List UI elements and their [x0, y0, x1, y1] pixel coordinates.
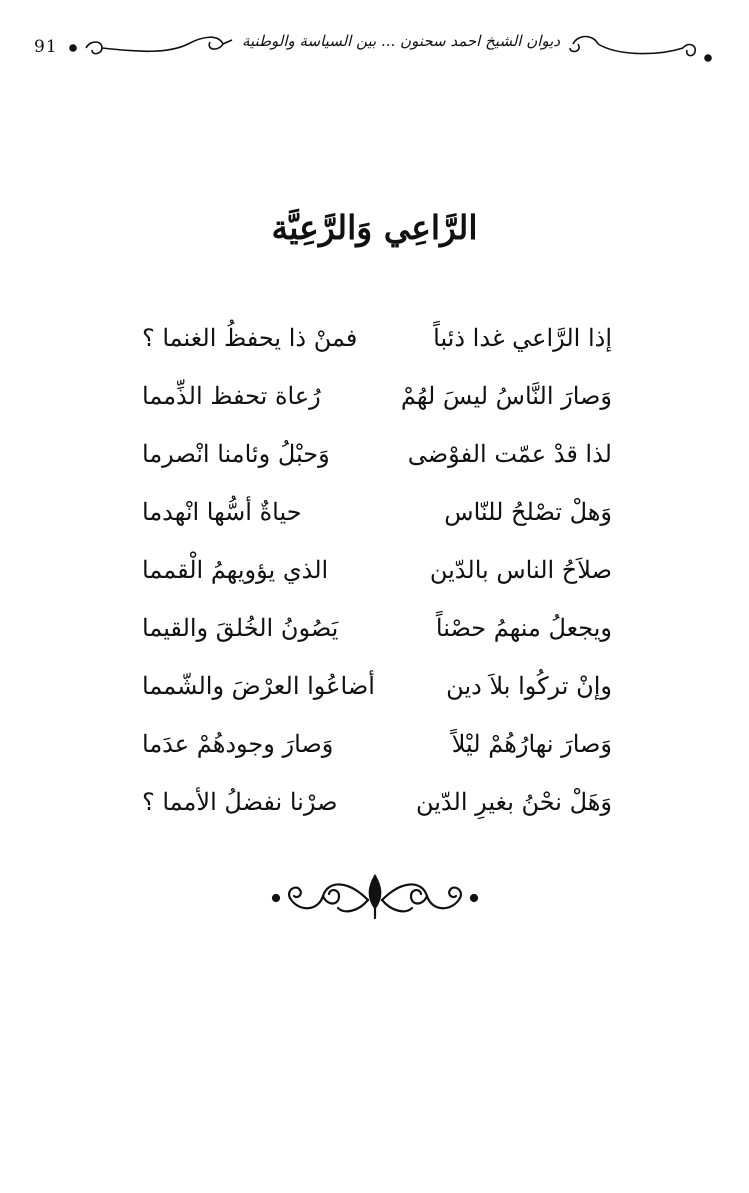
page-header — [18, 26, 730, 76]
first-hemistich: وَصارَ النَّاسُ ليسَ لهُمْ — [400, 382, 612, 410]
second-hemistich: يَصُونُ الخُلقَ والقيما — [142, 614, 339, 642]
verse — [140, 382, 620, 440]
second-hemistich: الذي يؤويهمُ الْقمما — [142, 556, 329, 584]
second-hemistich: فمنْ ذا يحفظُ الغنما ؟ — [142, 324, 358, 352]
end-ornament — [268, 868, 482, 928]
second-hemistich: رُعاة تحفظ الذِّمما — [142, 382, 321, 410]
verse — [140, 556, 620, 614]
verse — [140, 498, 620, 556]
second-hemistich: وَحبْلُ وئامنا انْصرما — [142, 440, 330, 468]
poem-body — [140, 324, 620, 846]
second-hemistich: صرْنا نفضلُ الأمما ؟ — [142, 788, 338, 816]
second-hemistich: حياةٌ أسُّها انْهدما — [142, 498, 302, 526]
second-hemistich: أضاعُوا العرْضَ والشّمما — [142, 672, 375, 700]
first-hemistich: ويجعلُ منهمُ حصْناً — [435, 614, 612, 642]
first-hemistich: وَهَلْ نحْنُ بغيرِ الدّين — [415, 788, 612, 816]
verse — [140, 324, 620, 382]
first-hemistich: وَصارَ نهارُهُمْ ليْلاً — [451, 730, 612, 758]
first-hemistich: وإنْ تركُوا بلاَ دين — [446, 672, 612, 700]
first-hemistich: صلاَحُ الناس بالدّين — [429, 556, 612, 584]
first-hemistich: وَهلْ تصْلحُ للنّاس — [444, 498, 612, 526]
running-title: ديوان الشيخ احمد سحنون ... بين السياسة والوطنية — [241, 32, 561, 50]
page-number: 91 — [34, 37, 58, 57]
first-hemistich: إذا الرَّاعي غدا ذئباً — [433, 324, 612, 352]
verse — [140, 440, 620, 498]
poem-title: الرَّاعِي وَالرَّعِيَّة — [271, 208, 478, 247]
first-hemistich: لذا قدْ عمّت الفوْضى — [407, 440, 612, 468]
second-hemistich: وَصارَ وجودهُمْ عدَما — [142, 730, 334, 758]
verse — [140, 672, 620, 730]
verse — [140, 788, 620, 846]
verse — [140, 614, 620, 672]
verse — [140, 730, 620, 788]
